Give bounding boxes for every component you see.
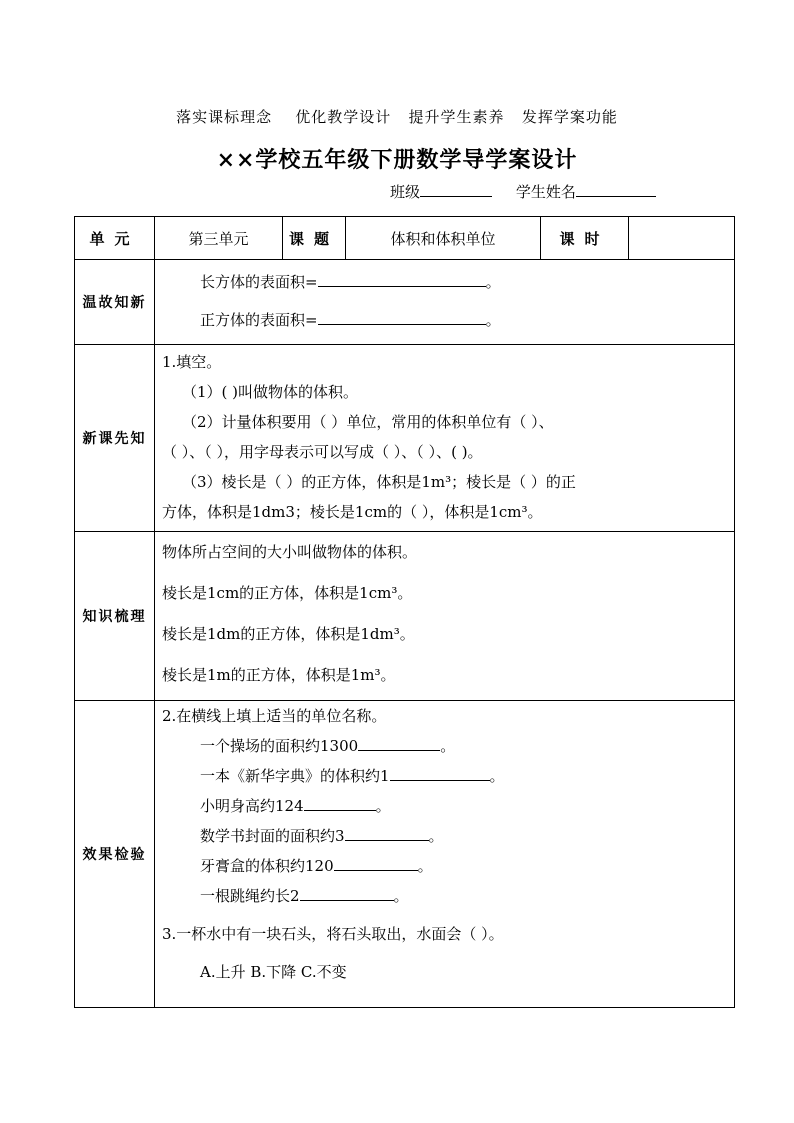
knowledge-row [75,532,735,701]
check-blank-2[interactable] [390,766,490,781]
review-line-2: 正方体的表面积= 。 [200,311,501,329]
review-label: 温故知新 [75,260,155,345]
check-blank-1[interactable] [358,736,440,751]
preview-row [75,345,735,532]
check-blank-4[interactable] [345,826,429,841]
preview-line-4: （ ）、（ ），用字母表示可以写成（ ）、（ ）、( )。 [162,443,483,461]
check-item-3: 小明身高约124 。 [200,797,391,815]
topic-value: 体积和体积单位 [346,217,541,260]
review-content [155,260,735,345]
knowledge-line-4: 棱长是1m的正方体，体积是1m³。 [162,666,396,684]
unit-value: 第三单元 [155,217,283,260]
topic-label: 课题 [283,217,346,260]
knowledge-label: 知识梳理 [75,532,155,701]
unit-label: 单元 [75,217,155,260]
check-q3: 3.一杯水中有一块石头，将石头取出，水面会（ ）。 [162,925,504,943]
knowledge-line-2: 棱长是1cm的正方体，体积是1cm³。 [162,584,413,602]
review-blank-2[interactable] [318,310,486,325]
review-blank-1[interactable] [318,272,486,287]
name-blank[interactable] [576,182,656,197]
period-label: 课时 [541,217,629,260]
knowledge-line-1: 物体所占空间的大小叫做物体的体积。 [162,543,418,561]
review-row [75,260,735,345]
class-label: 班级 [390,183,421,201]
check-options: A.上升 B.下降 C.不变 [200,963,347,981]
name-label: 学生姓名 [515,183,576,201]
check-row [75,701,735,1008]
student-info [390,181,656,202]
preview-content [155,345,735,532]
header-motto: 落实课标理念 优化教学设计 提升学生素养 发挥学案功能 [176,108,618,126]
check-content [155,701,735,1008]
period-value[interactable] [629,217,735,260]
preview-line-2: （1）( )叫做物体的体积。 [182,383,359,401]
preview-line-5: （3）棱长是（ ）的正方体，体积是1m³；棱长是（ ）的正 [182,473,576,491]
check-blank-6[interactable] [300,886,394,901]
header-row [75,217,735,260]
check-blank-3[interactable] [304,796,376,811]
preview-line-3: （2）计量体积要用（ ）单位，常用的体积单位有（ ）、 [182,413,554,431]
preview-label: 新课先知 [75,345,155,532]
check-label: 效果检验 [75,701,155,1008]
study-guide-table [74,216,735,1008]
class-blank[interactable] [420,182,492,197]
check-item-4: 数学书封面的面积约3 。 [200,827,444,845]
check-item-6: 一根跳绳约长2 。 [200,887,409,905]
knowledge-content [155,532,735,701]
preview-line-1: 1.填空。 [162,353,222,371]
knowledge-line-3: 棱长是1dm的正方体，体积是1dm³。 [162,625,415,643]
check-q2: 2.在横线上填上适当的单位名称。 [162,707,387,725]
review-line-1: 长方体的表面积= 。 [200,273,501,291]
check-blank-5[interactable] [334,856,418,871]
page-title: ××学校五年级下册数学导学案设计 [216,147,578,173]
check-item-1: 一个操场的面积约1300 。 [200,737,456,755]
check-item-2: 一本《新华字典》的体积约1 。 [200,767,505,785]
preview-line-6: 方体，体积是1dm3；棱长是1cm的（ ），体积是1cm³。 [162,503,543,521]
check-item-5: 牙膏盒的体积约120 。 [200,857,433,875]
